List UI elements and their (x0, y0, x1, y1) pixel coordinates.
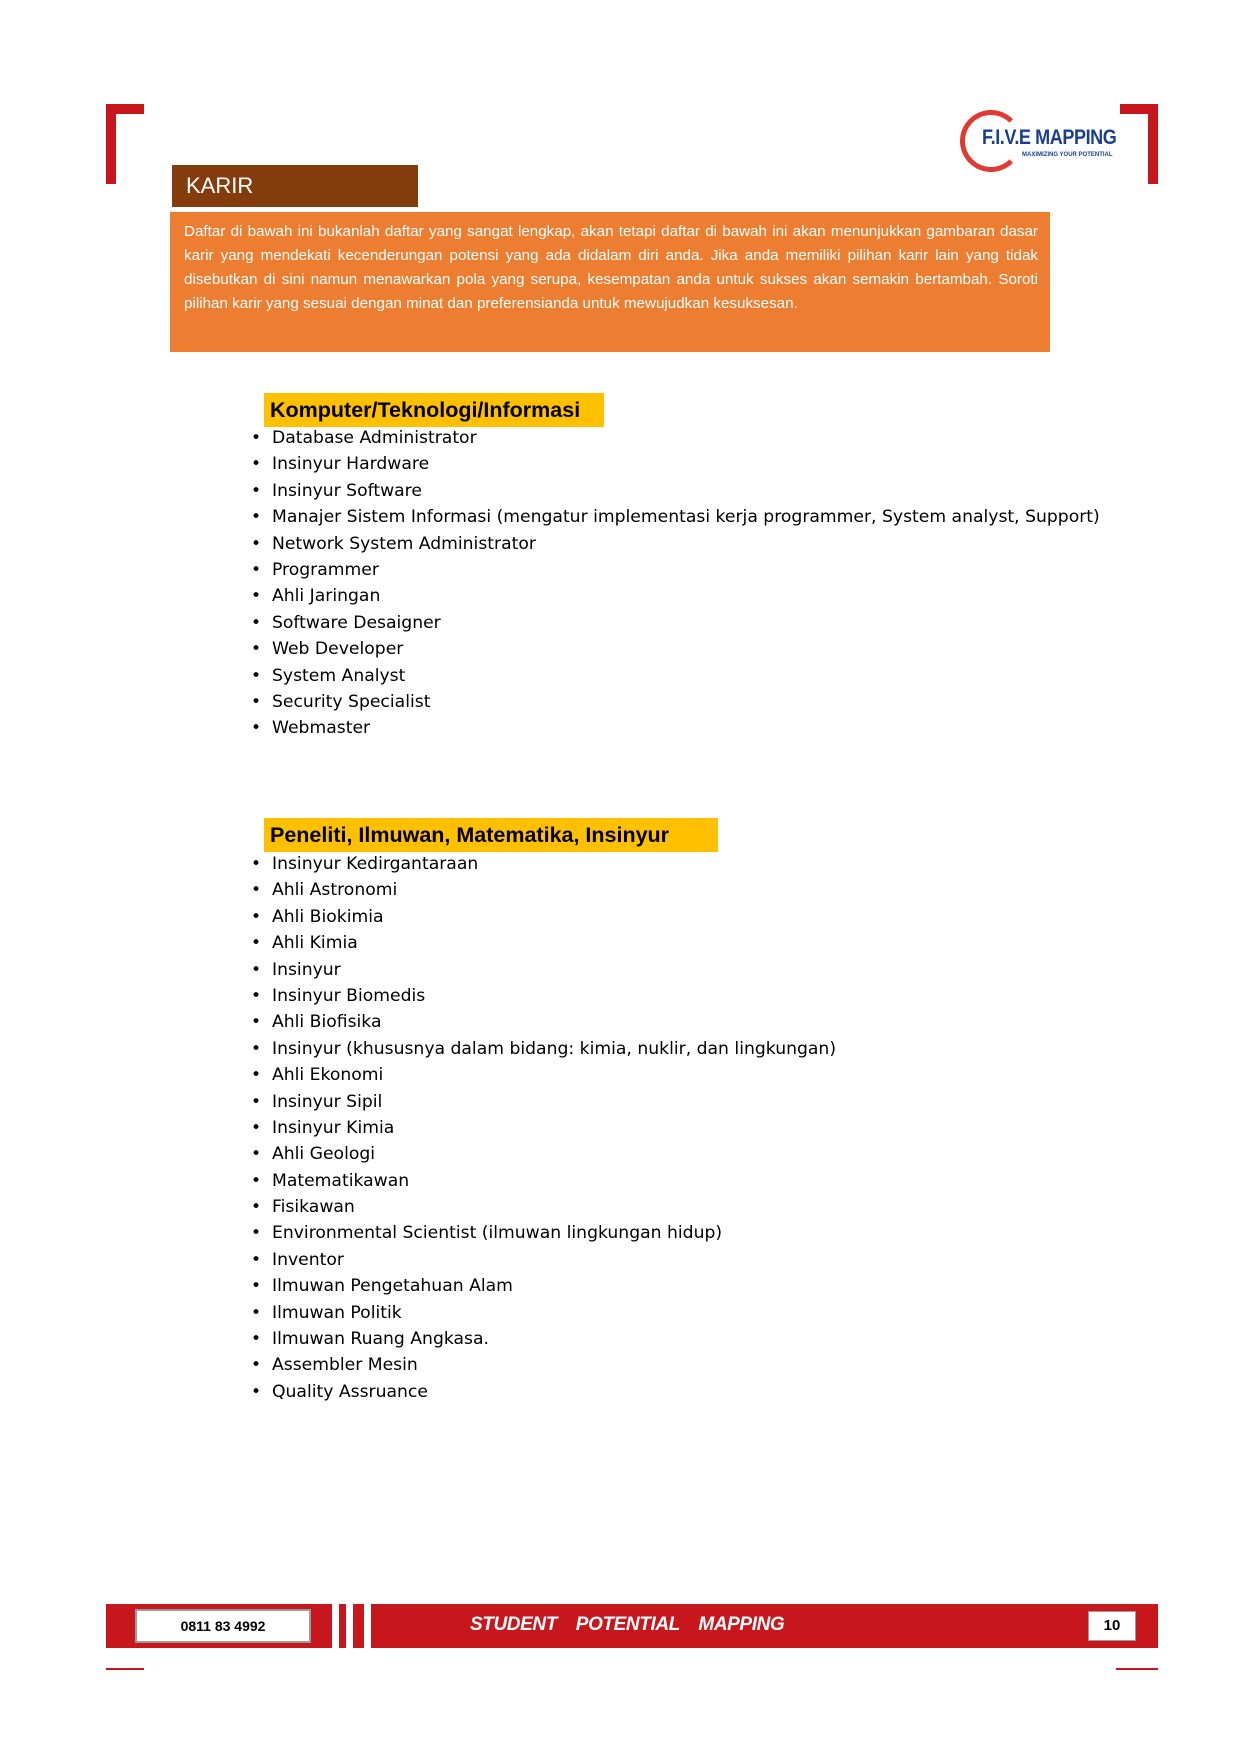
list-item (253, 957, 836, 983)
list-item-label: Ilmuwan Politik (272, 1302, 402, 1323)
category-heading-computer: Komputer/Teknologi/Informasi (264, 393, 604, 427)
bullet-icon: • (251, 1223, 262, 1244)
list-item-label: Ilmuwan Ruang Angkasa. (272, 1329, 489, 1350)
bullet-icon: • (251, 1249, 262, 1270)
list-item (253, 1220, 836, 1246)
career-list-science (253, 851, 836, 1405)
corner-bracket-top-left (106, 104, 116, 184)
footer-phone: 0811 83 4992 (135, 1609, 311, 1643)
footer-title: STUDENT POTENTIAL MAPPING (470, 1614, 785, 1635)
list-item-label: Web Developer (272, 639, 404, 660)
list-item-label: Ahli Astronomi (272, 880, 398, 901)
list-item-label: Insinyur Kimia (272, 1117, 395, 1138)
bullet-icon: • (251, 854, 262, 874)
five-mapping-logo (960, 110, 1120, 182)
list-item-label: System Analyst (272, 665, 406, 686)
list-item (253, 904, 836, 930)
list-item (253, 983, 836, 1009)
intro-text: Daftar di bawah ini bukanlah daftar yang sangat lengkap, akan tetapi daftar di bawah ini akan menunjukkan gambaran dasar karir yang mendekati kecenderungan potensi yang ada didalam diri anda. Jika anda memiliki pilihan karir lain yang tidak disebutkan di sini namun menawarkan pola yang serupa, kesempatan anda untuk sukses akan semakin bertambah. Soroti pilihan karir yang sesuai dengan minat dan preferensianda untuk mewujudkan kesuksesan. (184, 223, 1038, 312)
bullet-icon: • (251, 1329, 262, 1350)
list-item (253, 425, 1100, 451)
list-item (253, 504, 1100, 530)
bullet-icon: • (251, 428, 262, 448)
bullet-icon: • (251, 906, 262, 927)
list-item-label: Insinyur Hardware (272, 454, 430, 475)
list-item (253, 689, 1100, 715)
list-item-label: Insinyur (khususnya dalam bidang: kimia, nuklir, dan lingkungan) (272, 1038, 837, 1059)
list-item-label: Insinyur Software (272, 480, 422, 501)
logo-tagline: MAXIMIZING YOUR POTENTIAL (1022, 152, 1113, 158)
list-item-label: Ahli Biofisika (272, 1012, 382, 1033)
list-item-label: Database Administrator (272, 428, 477, 448)
list-item (253, 1141, 836, 1167)
bullet-icon: • (251, 612, 262, 633)
category-heading-science: Peneliti, Ilmuwan, Matematika, Insinyur (264, 818, 718, 852)
bullet-icon: • (251, 1276, 262, 1297)
list-item-label: Webmaster (272, 718, 371, 739)
bullet-icon: • (251, 586, 262, 607)
list-item (253, 1036, 836, 1062)
list-item (253, 1379, 836, 1405)
list-item (253, 1168, 836, 1194)
bullet-icon: • (251, 1197, 262, 1218)
list-item-label: Insinyur Sipil (272, 1091, 383, 1112)
bullet-icon: • (251, 880, 262, 901)
list-item-label: Security Specialist (272, 691, 431, 712)
list-item (253, 1300, 836, 1326)
bullet-icon: • (251, 1381, 262, 1402)
list-item (253, 610, 1100, 636)
bullet-icon: • (251, 985, 262, 1006)
list-item-label: Network System Administrator (272, 533, 536, 554)
bullet-icon: • (251, 480, 262, 501)
career-list-computer (253, 425, 1100, 742)
bullet-icon: • (251, 1144, 262, 1165)
list-item-label: Ahli Jaringan (272, 586, 381, 607)
list-item (253, 531, 1100, 557)
list-item (253, 1326, 836, 1352)
list-item (253, 1194, 836, 1220)
list-item-label: Insinyur (272, 959, 341, 980)
logo-title: F.I.V.E MAPPING (982, 126, 1117, 149)
list-item (253, 1062, 836, 1088)
list-item-label: Assembler Mesin (272, 1355, 418, 1376)
list-item (253, 1352, 836, 1378)
bullet-icon: • (251, 507, 262, 528)
list-item (253, 1273, 836, 1299)
footer-rule-right (1116, 1668, 1158, 1670)
bullet-icon: • (251, 559, 262, 580)
bullet-icon: • (251, 1117, 262, 1138)
bullet-icon: • (251, 639, 262, 660)
bullet-icon: • (251, 1091, 262, 1112)
list-item-label: Quality Assruance (272, 1381, 428, 1402)
list-item (253, 930, 836, 956)
list-item-label: Fisikawan (272, 1197, 355, 1218)
bullet-icon: • (251, 1065, 262, 1086)
list-item-label: Ahli Ekonomi (272, 1065, 384, 1086)
corner-bracket-top-right-arm (1120, 104, 1158, 114)
footer-separator (346, 1604, 353, 1648)
bullet-icon: • (251, 1302, 262, 1323)
list-item-label: Ahli Biokimia (272, 906, 384, 927)
list-item-label: Programmer (272, 559, 379, 580)
list-item (253, 663, 1100, 689)
list-item-label: Ilmuwan Pengetahuan Alam (272, 1276, 513, 1297)
corner-bracket-top-right (1148, 104, 1158, 184)
list-item-label: Inventor (272, 1249, 344, 1270)
bullet-icon: • (251, 718, 262, 739)
footer-rule-left (106, 1668, 144, 1670)
list-item (253, 1247, 836, 1273)
bullet-icon: • (251, 933, 262, 954)
list-item-label: Matematikawan (272, 1170, 410, 1191)
list-item (253, 557, 1100, 583)
list-item (253, 851, 836, 877)
page-number: 10 (1088, 1611, 1136, 1641)
corner-bracket-top-left-arm (106, 104, 144, 114)
bullet-icon: • (251, 1038, 262, 1059)
footer-separator (332, 1604, 339, 1648)
list-item (253, 1089, 836, 1115)
list-item-label: Insinyur Biomedis (272, 985, 426, 1006)
list-item-label: Software Desaigner (272, 612, 441, 633)
list-item-label: Ahli Geologi (272, 1144, 376, 1165)
list-item (253, 478, 1100, 504)
list-item (253, 1115, 836, 1141)
intro-box (170, 212, 1050, 352)
list-item (253, 877, 836, 903)
footer-separator (364, 1604, 371, 1648)
list-item-label: Manajer Sistem Informasi (mengatur implementasi kerja programmer, System analyst, Support) (272, 507, 1100, 528)
bullet-icon: • (251, 1355, 262, 1376)
list-item (253, 636, 1100, 662)
list-item (253, 715, 1100, 741)
bullet-icon: • (251, 959, 262, 980)
list-item-label: Environmental Scientist (ilmuwan lingkungan hidup) (272, 1223, 723, 1244)
list-item-label: Ahli Kimia (272, 933, 358, 954)
bullet-icon: • (251, 454, 262, 475)
bullet-icon: • (251, 691, 262, 712)
list-item (253, 451, 1100, 477)
list-item (253, 1009, 836, 1035)
bullet-icon: • (251, 665, 262, 686)
bullet-icon: • (251, 1012, 262, 1033)
bullet-icon: • (251, 533, 262, 554)
section-title: KARIR (186, 173, 254, 198)
list-item-label: Insinyur Kedirgantaraan (272, 854, 479, 874)
list-item (253, 583, 1100, 609)
bullet-icon: • (251, 1170, 262, 1191)
